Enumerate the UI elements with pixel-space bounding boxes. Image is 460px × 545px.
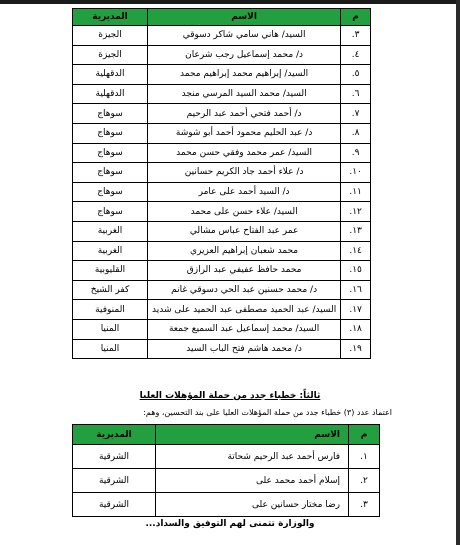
row-number: ١٩.: [341, 339, 371, 359]
table-row: [73, 84, 371, 104]
new-preachers-table-body: [73, 445, 380, 517]
row-name: د/ علاء أحمد جاد الكريم حسانين: [148, 163, 341, 183]
table-row: [73, 163, 371, 183]
row-number: ٩.: [341, 143, 371, 163]
row-number: ٨.: [341, 123, 371, 143]
row-name: د/ محمد هاشم فتح الباب السيد: [148, 339, 341, 359]
table-header-row: [73, 425, 380, 445]
row-name: د/ محمد حسنين عبد الحي دسوقي غانم: [148, 280, 341, 300]
imams-table: [72, 8, 371, 359]
row-governorate: الشرقية: [73, 469, 156, 493]
row-governorate: الغربية: [73, 221, 148, 241]
table-row: [73, 319, 371, 339]
row-governorate: الجيزة: [73, 26, 148, 46]
header-gov: المديرية: [73, 9, 148, 26]
row-number: ١٥.: [341, 261, 371, 281]
header-gov: المديرية: [73, 425, 156, 445]
row-governorate: القليوبية: [73, 261, 148, 281]
row-number: ١٦.: [341, 280, 371, 300]
row-name: السيد/ هاني سامي شاكر دسوقي: [148, 26, 341, 46]
row-number: ١٢.: [341, 202, 371, 222]
table-row: [73, 143, 371, 163]
row-governorate: الشرقية: [73, 493, 156, 517]
row-governorate: المنوفية: [73, 300, 148, 320]
row-governorate: سوهاج: [73, 163, 148, 183]
row-number: ٣.: [349, 493, 380, 517]
header-num: م: [341, 9, 371, 26]
row-name: السيد/ محمد إسماعيل عبد السميع جمعة: [148, 319, 341, 339]
section3-note: اعتماد عدد (٣) خطباء جدد من حملة المؤهلات العليا على بند التحسين، وهم:: [143, 408, 392, 417]
table-row: [73, 65, 371, 85]
row-name: إسلام أحمد محمد على: [156, 469, 349, 493]
row-name: د/ السيد أحمد على عامر: [148, 182, 341, 202]
closing-text: والوزارة تتمنى لهم التوفيق والسداد...: [145, 519, 315, 529]
row-name: رضا مختار حسانين على: [156, 493, 349, 517]
table-row: [73, 26, 371, 46]
table-row: [73, 493, 380, 517]
row-name: د/ محمد إسماعيل رجب شرعان: [148, 45, 341, 65]
header-num: م: [349, 425, 380, 445]
row-governorate: المنيا: [73, 339, 148, 359]
row-governorate: المنيا: [73, 319, 148, 339]
row-number: ٢.: [349, 469, 380, 493]
row-governorate: الدقهلية: [73, 65, 148, 85]
table-row: [73, 469, 380, 493]
row-number: ٦.: [341, 84, 371, 104]
row-number: ١٣.: [341, 221, 371, 241]
row-number: ٤.: [341, 45, 371, 65]
row-governorate: سوهاج: [73, 123, 148, 143]
row-name: د/ عبد الحليم محمود أحمد أبو شوشة: [148, 123, 341, 143]
row-name: عمر عبد الفتاح عباس مشالي: [148, 221, 341, 241]
row-governorate: الشرقية: [73, 445, 156, 469]
row-governorate: سوهاج: [73, 143, 148, 163]
row-number: ٣.: [341, 26, 371, 46]
row-number: ٧.: [341, 104, 371, 124]
row-name: د/ أحمد فتحي أحمد عبد الرحيم: [148, 104, 341, 124]
row-name: السيد/ عمر محمد وفقي حسن محمد: [148, 143, 341, 163]
table-row: [73, 300, 371, 320]
header-name: الاسم: [156, 425, 349, 445]
row-number: ٥.: [341, 65, 371, 85]
table-row: [73, 339, 371, 359]
row-governorate: كفر الشيخ: [73, 280, 148, 300]
header-name: الاسم: [148, 9, 341, 26]
row-name: محمد شعبان إبراهيم العزيري: [148, 241, 341, 261]
row-governorate: الدقهلية: [73, 84, 148, 104]
row-number: ١١.: [341, 182, 371, 202]
row-number: ١٤.: [341, 241, 371, 261]
table-row: [73, 261, 371, 281]
window-right-edge: [456, 0, 460, 545]
table-header-row: [73, 9, 371, 26]
new-preachers-table: [72, 424, 380, 517]
section3-heading: ثالثاً: خطباء جدد من حملة المؤهلات العليا: [139, 391, 321, 401]
table-row: [73, 445, 380, 469]
row-number: ١٨.: [341, 319, 371, 339]
row-governorate: الجيزة: [73, 45, 148, 65]
table-row: [73, 182, 371, 202]
row-number: ١.: [349, 445, 380, 469]
row-governorate: سوهاج: [73, 202, 148, 222]
row-governorate: سوهاج: [73, 104, 148, 124]
row-governorate: سوهاج: [73, 182, 148, 202]
table-row: [73, 104, 371, 124]
row-name: السيد/ علاء حسن على محمد: [148, 202, 341, 222]
row-name: السيد/ إبراهيم محمد إبراهيم محمد: [148, 65, 341, 85]
imams-table-body: [73, 26, 371, 359]
table-row: [73, 280, 371, 300]
window-top-edge: [0, 0, 460, 4]
row-name: فارس أحمد عبد الرحيم شحاتة: [156, 445, 349, 469]
table-row: [73, 202, 371, 222]
table-row: [73, 221, 371, 241]
table-row: [73, 45, 371, 65]
table-row: [73, 123, 371, 143]
row-number: ١٠.: [341, 163, 371, 183]
row-number: ١٧.: [341, 300, 371, 320]
row-name: محمد حافظ عفيفي عبد الرازق: [148, 261, 341, 281]
row-name: السيد/ محمد السيد المرسي منجد: [148, 84, 341, 104]
table-row: [73, 241, 371, 261]
row-governorate: الغربية: [73, 241, 148, 261]
row-name: السيد/ عبد الحميد مصطفى عبد الحميد على شديد: [148, 300, 341, 320]
